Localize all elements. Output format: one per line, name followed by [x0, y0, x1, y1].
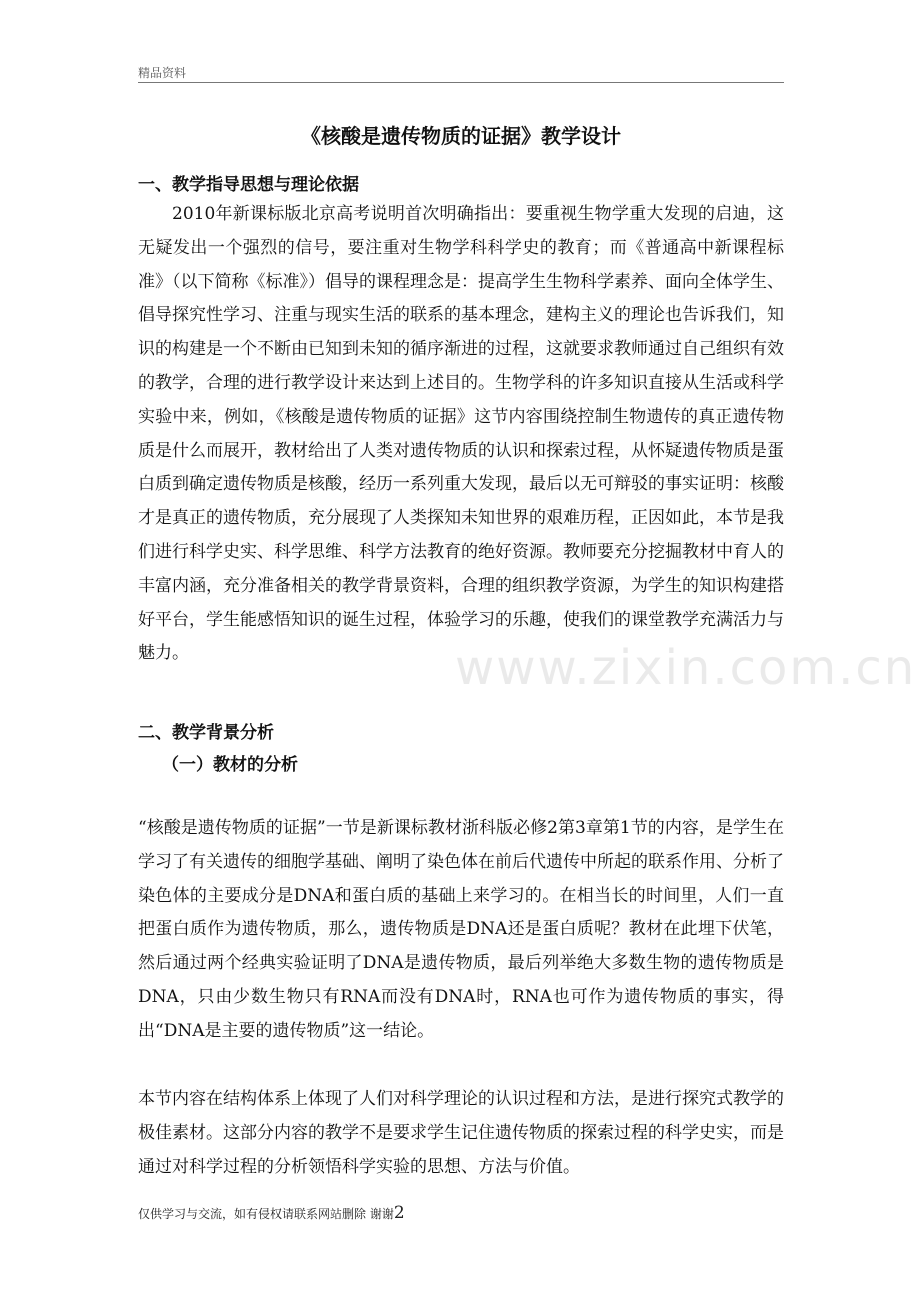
section1-paragraph: 2010年新课标版北京高考说明首次明确指出：要重视生物学重大发现的启迪，这无疑发出一个强烈的信号，要注重对生物学科科学史的教育；而《普通高中新课程标准》（以下简称《标准》）倡导的课程理念是：提高学生生物科学素养、面向全体学生、倡导探究性学习、注重与现实生活的联系的基本理念，建构主义的理论也告诉我们，知识的构建是一个不断由已知到未知的循序渐进的过程，这就要求教师通过自己组织有效的教学，合理的进行教学设计来达到上述目的。生物学科的许多知识直接从生活或科学实验中来，例如，《核酸是遗传物质的证据》这节内容围绕控制生物遗传的真正遗传物质是什么而展开，教材给出了人类对遗传物质的认识和探索过程，从怀疑遗传物质是蛋白质到确定遗传物质是核酸，经历一系列重大发现，最后以无可辩驳的事实证明：核酸才是真正的遗传物质，充分展现了人类探知未知世界的艰难历程，正因如此，本节是我们进行科学史实、科学思维、科学方法教育的绝好资源。教师要充分挖掘教材中育人的丰富内涵，充分准备相关的教学背景资料，合理的组织教学资源，为学生的知识构建搭好平台，学生能感悟知识的诞生过程，体验学习的乐趣，使我们的课堂教学充满活力与魅力。	[138, 204, 784, 664]
header-label: 精品资料	[138, 66, 187, 80]
header-rule	[138, 82, 784, 83]
document-title: 《核酸是遗传物质的证据》教学设计	[301, 124, 621, 148]
section2-heading: 二、教学背景分析	[138, 723, 274, 743]
page-number: 2	[393, 1203, 405, 1223]
watermark: www.zixin.com.cn	[455, 640, 917, 696]
footer-text: 仅供学习与交流，如有侵权请联系网站删除 谢谢	[138, 1207, 394, 1221]
footer	[138, 1203, 405, 1223]
section2-paragraph1: “核酸是遗传物质的证据”一节是新课标教材浙科版必修2第3章第1节的内容，是学生在学习了有关遗传的细胞学基础、阐明了染色体在前后代遗传中所起的联系作用、分析了染色体的主要成分是DNA和蛋白质的基础上来学习的。在相当长的时间里，人们一直把蛋白质作为遗传物质，那么，遗传物质是DNA还是蛋白质呢？教材在此埋下伏笔，然后通过两个经典实验证明了DNA是遗传物质，最后列举绝大多数生物的遗传物质是DNA，只由少数生物只有RNA而没有DNA时，RNA也可作为遗传物质的事实，得出“DNA是主要的遗传物质”这一结论。	[138, 818, 784, 1041]
section2-subheading: （一）教材的分析	[162, 755, 298, 775]
section2-paragraph2: 本节内容在结构体系上体现了人们对科学理论的认识过程和方法，是进行探究式教学的极佳素材。这部分内容的教学不是要求学生记住遗传物质的探索过程的科学史实，而是通过对科学过程的分析领悟科学实验的思想、方法与价值。	[138, 1089, 784, 1177]
section1-heading: 一、教学指导思想与理论依据	[138, 175, 359, 195]
